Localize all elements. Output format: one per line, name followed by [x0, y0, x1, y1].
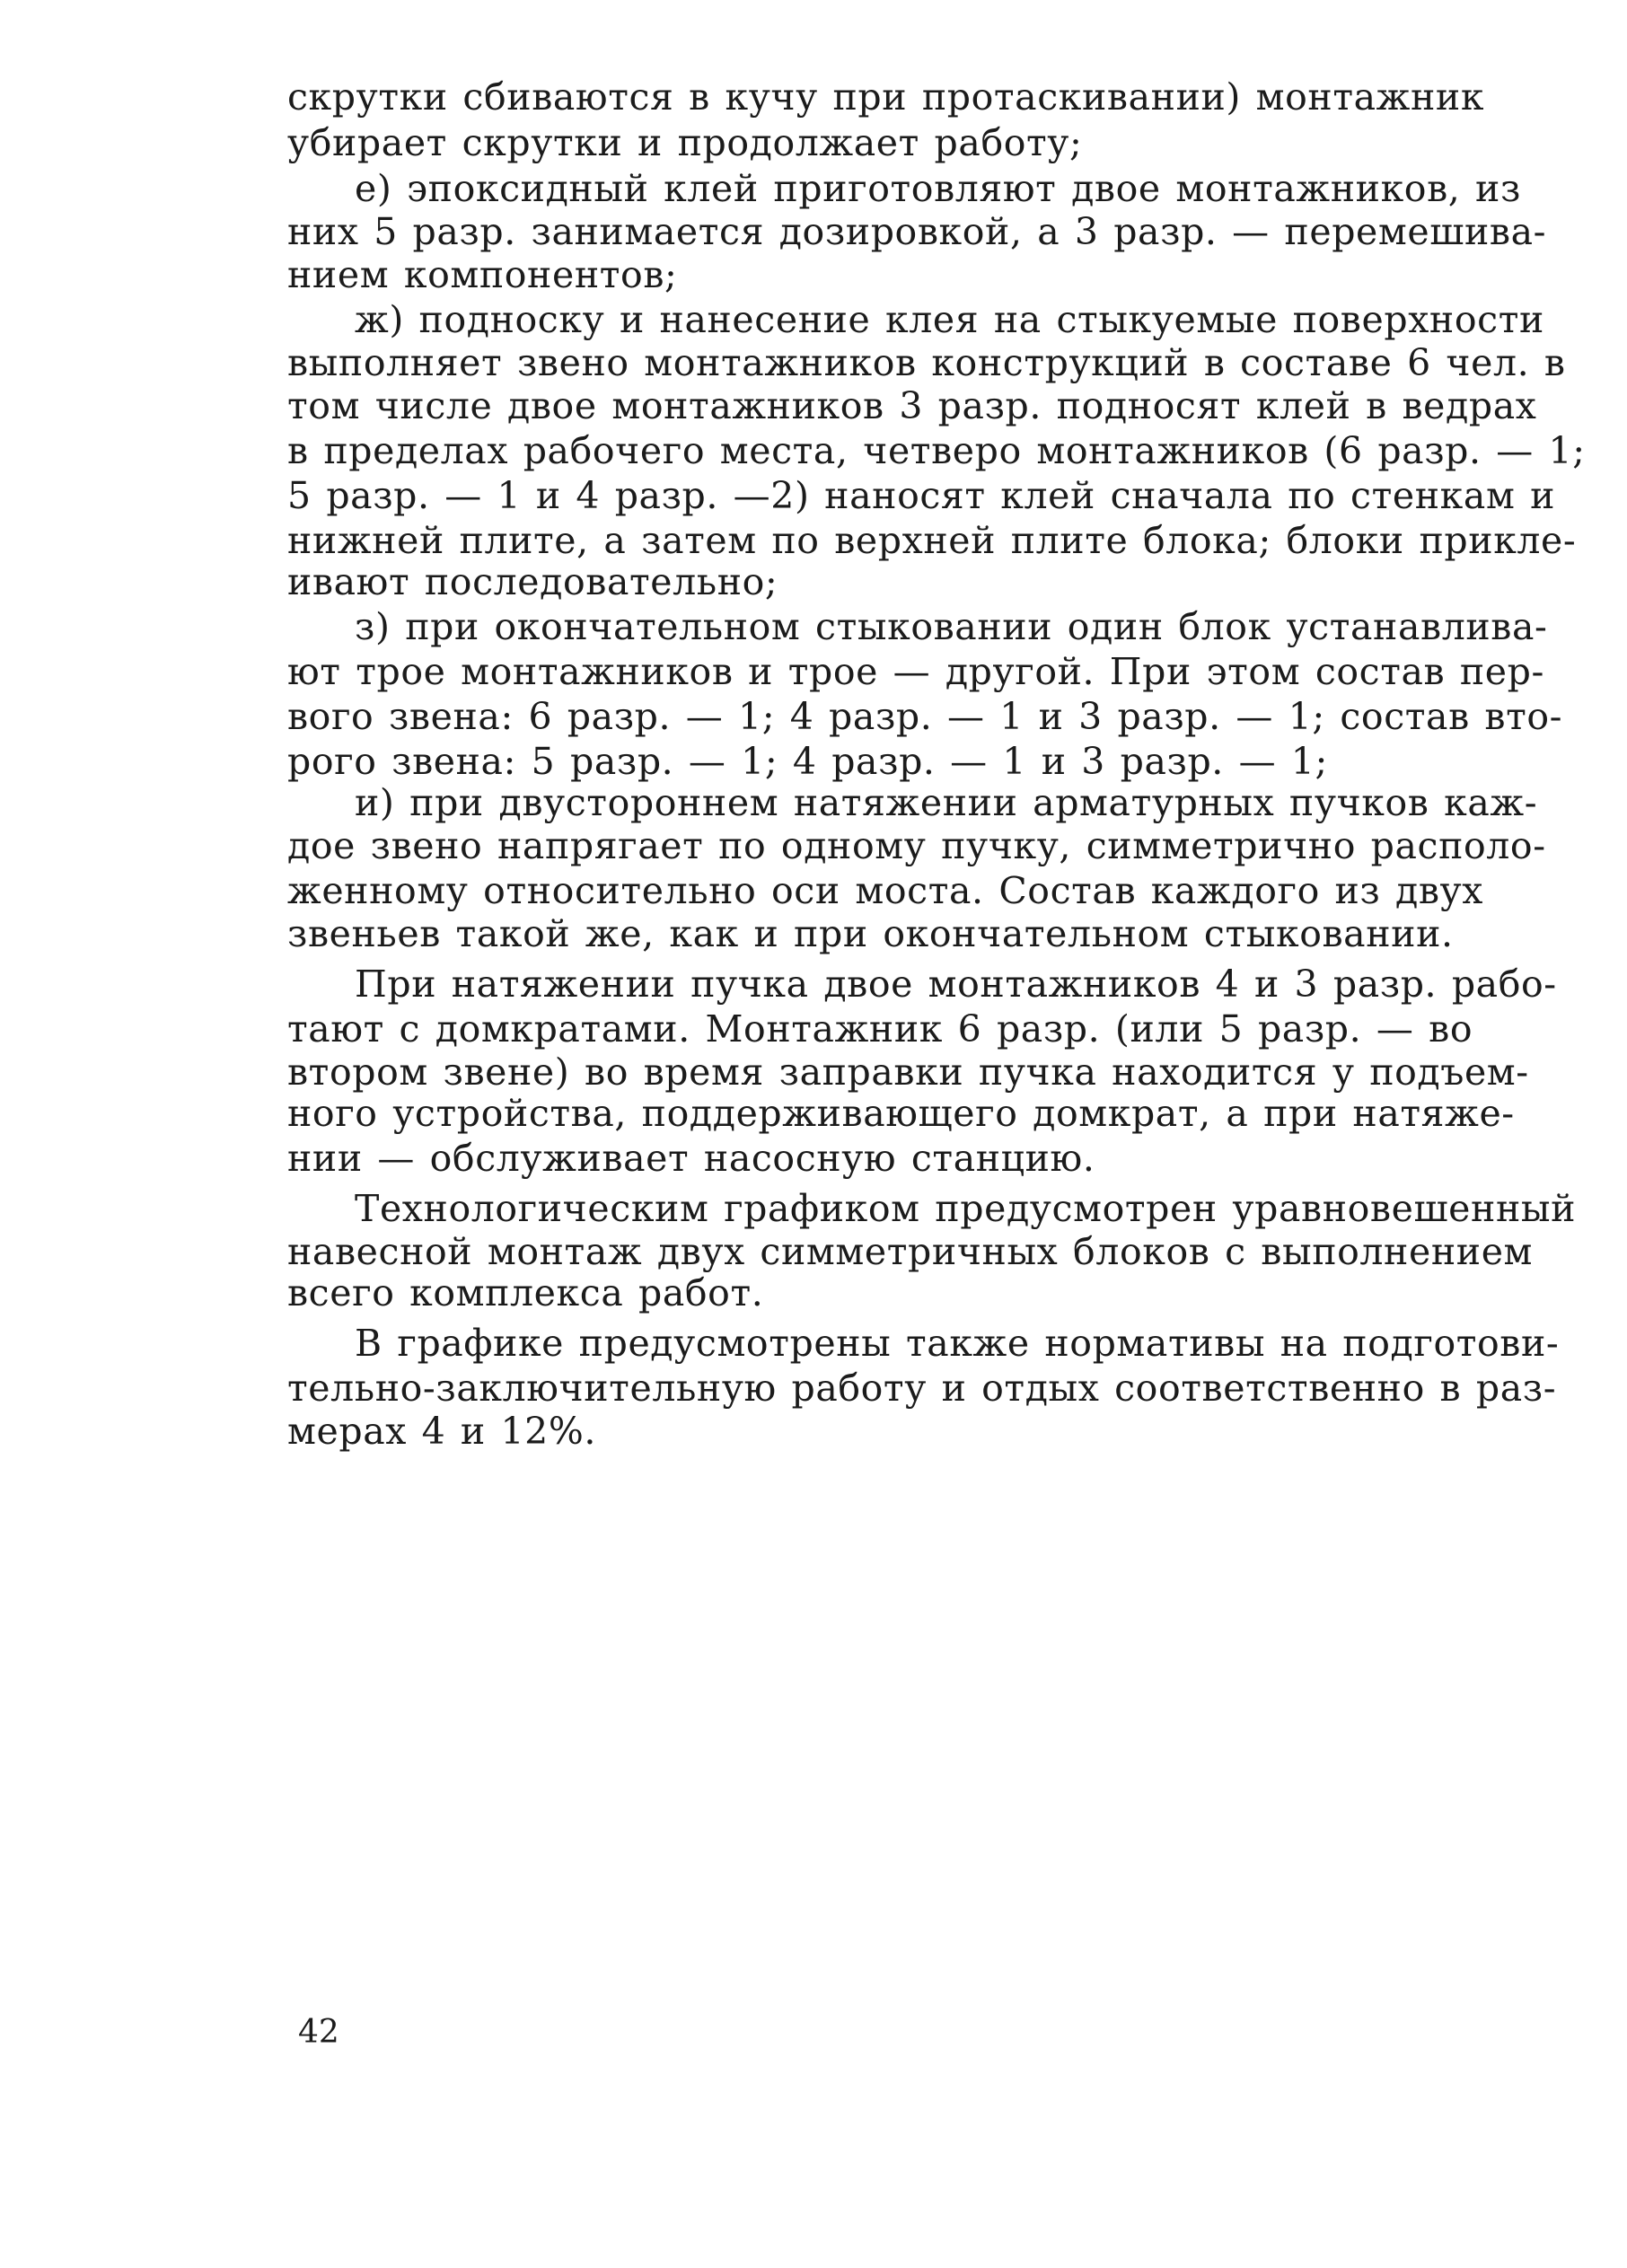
text-line: з) при окончательном стыковании один блок устанавлива-	[355, 605, 1548, 648]
text-line: ного устройства, поддерживающего домкрат, а при натяже-	[287, 1092, 1515, 1135]
text-line: втором звене) во время заправки пучка находится у подъем-	[287, 1050, 1529, 1094]
page-number: 42	[298, 2014, 339, 2051]
text-line: скрутки сбиваются в кучу при протаскивании) монтажник	[287, 75, 1485, 119]
text-line: в пределах рабочего места, четверо монтажников (6 разр. — 1;	[287, 429, 1586, 472]
text-line: дое звено напрягает по одному пучку, симметрично располо-	[287, 824, 1546, 867]
text-line: е) эпоксидный клей приготовляют двое монтажников, из	[355, 167, 1521, 210]
text-line: выполняет звено монтажников конструкций в составе 6 чел. в	[287, 341, 1566, 384]
text-line: всего комплекса работ.	[287, 1271, 764, 1314]
text-line: убирает скрутки и продолжает работу;	[287, 121, 1083, 164]
text-line: рого звена: 5 разр. — 1; 4 разр. — 1 и 3 разр. — 1;	[287, 740, 1328, 783]
text-line: Технологическим графиком предусмотрен уравновешенный	[355, 1187, 1577, 1230]
text-line: тельно-заключительную работу и отдых соответственно в раз-	[287, 1367, 1557, 1410]
text-line: ивают последовательно;	[287, 560, 778, 603]
text-line: том числе двое монтажников 3 разр. подносят клей в ведрах	[287, 384, 1537, 427]
text-line: В графике предусмотрены также нормативы на подготови-	[355, 1322, 1560, 1365]
text-line: звеньев такой же, как и при окончательном стыковании.	[287, 912, 1454, 955]
text-line: тают с домкратами. Монтажник 6 разр. (или 5 разр. — во	[287, 1007, 1473, 1050]
text-line: вого звена: 6 разр. — 1; 4 разр. — 1 и 3 разр. — 1; состав вто-	[287, 695, 1563, 738]
text-line: навесной монтаж двух симметричных блоков с выполнением	[287, 1230, 1534, 1273]
text-line: нии — обслуживает насосную станцию.	[287, 1137, 1095, 1180]
text-line: 5 разр. — 1 и 4 разр. —2) наносят клей сначала по стенкам и	[287, 474, 1556, 517]
text-line: нием компонентов;	[287, 253, 678, 296]
text-line: них 5 разр. занимается дозировкой, а 3 разр. — перемешива-	[287, 210, 1547, 253]
text-line: нижней плите, а затем по верхней плите блока; блоки прикле-	[287, 519, 1577, 562]
text-line: ют трое монтажников и трое — другой. При этом состав пер-	[287, 650, 1544, 693]
text-line: и) при двустороннем натяжении арматурных пучков каж-	[355, 781, 1538, 824]
text-line: При натяжении пучка двое монтажников 4 и 3 разр. рабо-	[355, 963, 1557, 1006]
text-line: женному относительно оси моста. Состав каждого из двух	[287, 869, 1483, 912]
text-line: мерах 4 и 12%.	[287, 1410, 597, 1453]
text-line: ж) подноску и нанесение клея на стыкуемые поверхности	[355, 298, 1544, 341]
